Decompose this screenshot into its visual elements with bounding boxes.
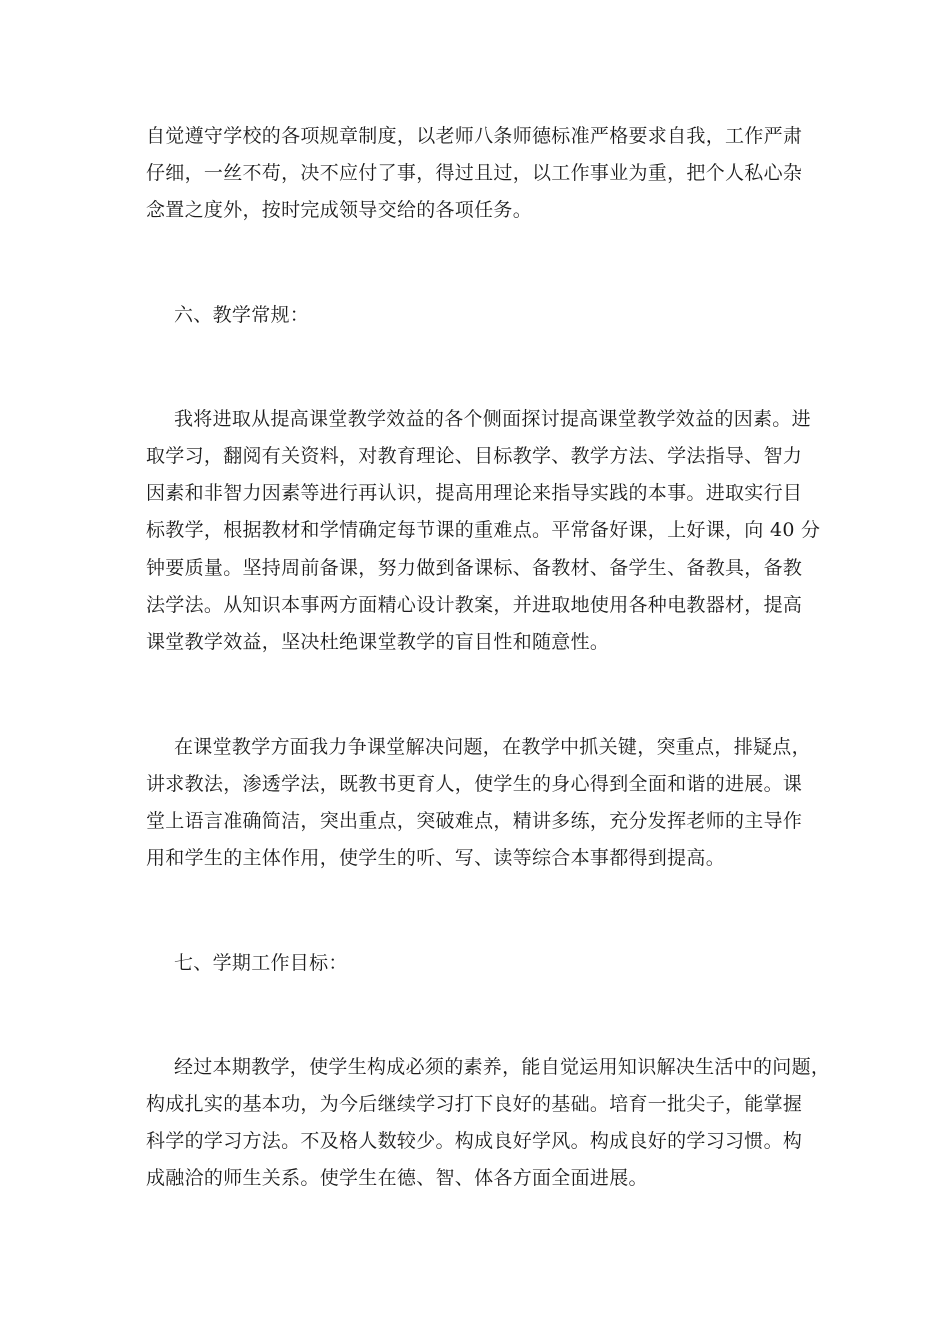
paragraph-line: 仔细，一丝不苟，决不应付了事，得过且过，以工作事业为重，把个人私心杂: [146, 162, 803, 184]
paragraph-line: 成融洽的师生关系。使学生在德、智、体各方面全面进展。: [146, 1167, 648, 1189]
section-heading-semester-goals: 七、学期工作目标：: [174, 952, 348, 974]
paragraph-line: 标教学，根据教材和学情确定每节课的重难点。平常备好课，上好课，向 40 分: [146, 519, 821, 541]
section-heading-teaching-routine: 六、教学常规：: [174, 304, 310, 326]
paragraph-line: 构成扎实的基本功，为今后继续学习打下良好的基础。培育一批尖子，能掌握: [146, 1093, 803, 1115]
paragraph-line: 堂上语言准确简洁，突出重点，突破难点，精讲多练，充分发挥老师的主导作: [146, 810, 803, 832]
paragraph-line: 课堂教学效益，坚决杜绝课堂教学的盲目性和随意性。: [146, 631, 610, 653]
paragraph-line: 钟要质量。坚持周前备课，努力做到备课标、备教材、备学生、备教具，备教: [146, 557, 803, 579]
paragraph-line: 在课堂教学方面我力争课堂解决问题，在教学中抓关键，突重点，排疑点，: [174, 736, 811, 758]
paragraph-line: 科学的学习方法。不及格人数较少。构成良好学风。构成良好的学习习惯。构: [146, 1130, 803, 1152]
paragraph-line: 因素和非智力因素等进行再认识，提高用理论来指导实践的本事。进取实行目: [146, 482, 803, 504]
paragraph-line: 讲求教法，渗透学法，既教书更育人，使学生的身心得到全面和谐的进展。课: [146, 773, 803, 795]
paragraph-line: 念置之度外，按时完成领导交给的各项任务。: [146, 199, 533, 221]
paragraph-line: 用和学生的主体作用，使学生的听、写、读等综合本事都得到提高。: [146, 847, 726, 869]
paragraph-line: 经过本期教学，使学生构成必须的素养，能自觉运用知识解决生活中的问题，: [174, 1056, 831, 1078]
paragraph-line: 法学法。从知识本事两方面精心设计教案，并进取地使用各种电教器材，提高: [146, 594, 803, 616]
paragraph-line: 自觉遵守学校的各项规章制度，以老师八条师德标准严格要求自我，工作严肃: [146, 125, 803, 147]
paragraph-line: 取学习，翻阅有关资料，对教育理论、目标教学、教学方法、学法指导、智力: [146, 445, 803, 467]
paragraph-line: 我将进取从提高课堂教学效益的各个侧面探讨提高课堂教学效益的因素。进: [174, 408, 811, 430]
